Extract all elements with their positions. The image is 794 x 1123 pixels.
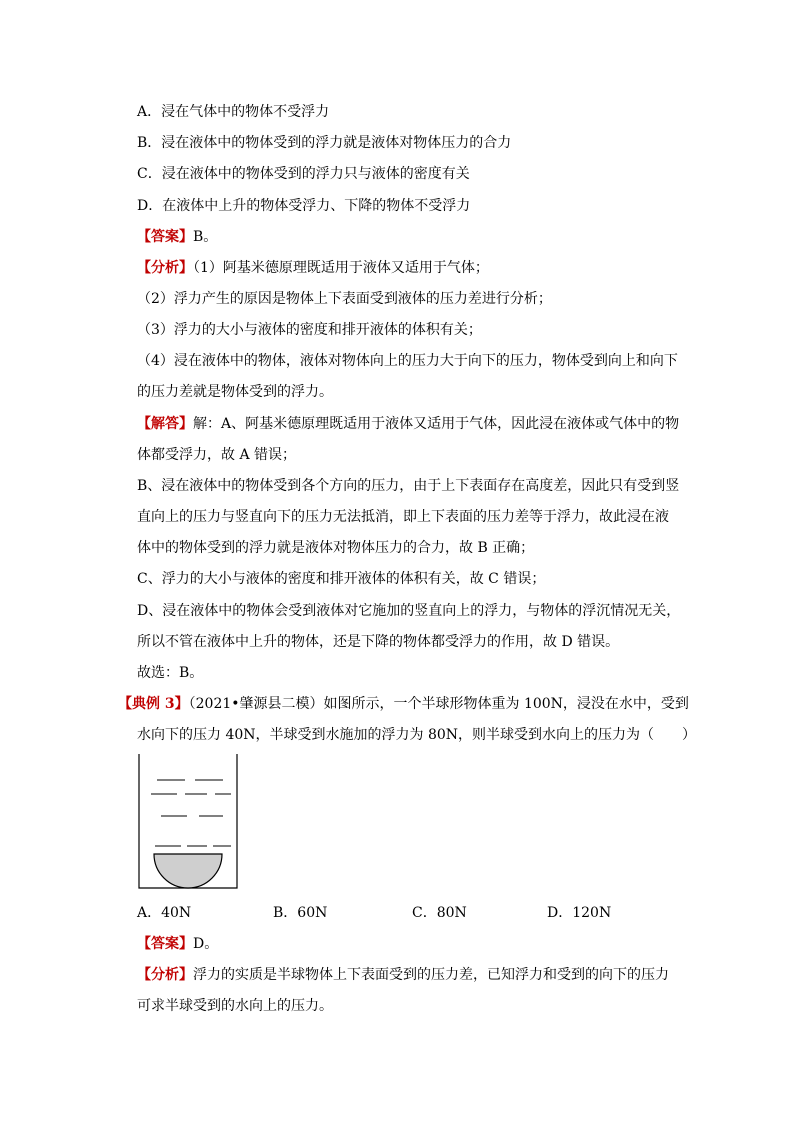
analysis-2-line-2: 可求半球受到的水向上的压力。 [137, 998, 333, 1014]
answer-1 [137, 227, 217, 247]
option-bottom-d: D．120N [547, 905, 612, 921]
solution-1-line-5: 体中的物体受到的浮力就是液体对物体压力的合力，故 B 正确； [137, 540, 535, 556]
solution-tag: 【解答】 [137, 416, 193, 432]
water-lines [151, 780, 231, 846]
analysis-text: 浮力的实质是半球物体上下表面受到的压力差，已知浮力和受到的向下的压力 [193, 967, 669, 983]
answer-text: B。 [193, 229, 218, 245]
solution-1-line-4: 直向上的压力与竖直向下的压力无法抵消，即上下表面的压力差等于浮力，故此浸在液 [137, 509, 669, 525]
answer-2 [137, 934, 218, 954]
solution-1-line-2: 体都受浮力，故 A 错误； [137, 447, 297, 463]
hemisphere-object [154, 854, 222, 888]
analysis-1-line-2: （2）浮力产生的原因是物体上下表面受到液体的压力差进行分析； [137, 291, 552, 307]
solution-1-line-6: C、浮力的大小与液体的密度和排开液体的体积有关，故 C 错误； [137, 571, 546, 587]
option-bottom-c: C．80N [412, 905, 467, 921]
example-text: （2021•肇源县二模）如图所示，一个半球形物体重为 100N，浸没在水中，受到 [188, 696, 689, 712]
analysis-1-line-3: （3）浮力的大小与液体的密度和排开液体的体积有关； [137, 322, 482, 338]
option-bottom-a: A．40N [137, 905, 192, 921]
analysis-text: （1）阿基米德原理既适用于液体又适用于气体； [193, 260, 489, 276]
analysis-1-line-1 [137, 258, 489, 278]
option-b: B．浸在液体中的物体受到的浮力就是液体对物体压力的合力 [137, 135, 512, 151]
analysis-2-line-1 [137, 965, 669, 985]
solution-1-line-7: D、浸在液体中的物体会受到液体对它施加的竖直向上的浮力，与物体的浮沉情况无关， [137, 603, 681, 619]
answer-tag: 【答案】 [137, 936, 193, 952]
answer-text: D。 [193, 936, 219, 952]
answer-tag: 【答案】 [137, 229, 193, 245]
solution-1-line-8: 所以不管在液体中上升的物体，还是下降的物体都受浮力的作用，故 D 错误。 [137, 634, 620, 650]
analysis-1-line-4: （4）浸在液体中的物体，液体对物体向上的压力大于向下的压力，物体受到向上和向下 [137, 353, 678, 369]
solution-1-line-3: B、浸在液体中的物体受到各个方向的压力，由于上下表面存在高度差，因此只有受到竖 [137, 478, 680, 494]
solution-1-line-9: 故选：B。 [137, 665, 204, 681]
example-3-line-2: 水向下的压力 40N，半球受到水施加的浮力为 80N，则半球受到水向上的压力为（ ） [137, 727, 697, 743]
container-figure [137, 750, 239, 890]
analysis-tag: 【分析】 [137, 260, 193, 276]
option-bottom-b: B．60N [273, 905, 328, 921]
option-d: D．在液体中上升的物体受浮力、下降的物体不受浮力 [137, 198, 471, 214]
solution-text: 解：A、阿基米德原理既适用于液体又适用于气体，因此浸在液体或气体中的物 [193, 416, 680, 432]
analysis-1-line-5: 的压力差就是物体受到的浮力。 [137, 384, 333, 400]
option-a: A．浸在气体中的物体不受浮力 [137, 104, 330, 120]
example-3-line-1 [118, 694, 689, 714]
example-tag: 【典例 3】 [118, 696, 189, 712]
solution-1-line-1 [137, 414, 679, 434]
option-c: C．浸在液体中的物体受到的浮力只与液体的密度有关 [137, 166, 470, 182]
analysis-tag: 【分析】 [137, 967, 193, 983]
